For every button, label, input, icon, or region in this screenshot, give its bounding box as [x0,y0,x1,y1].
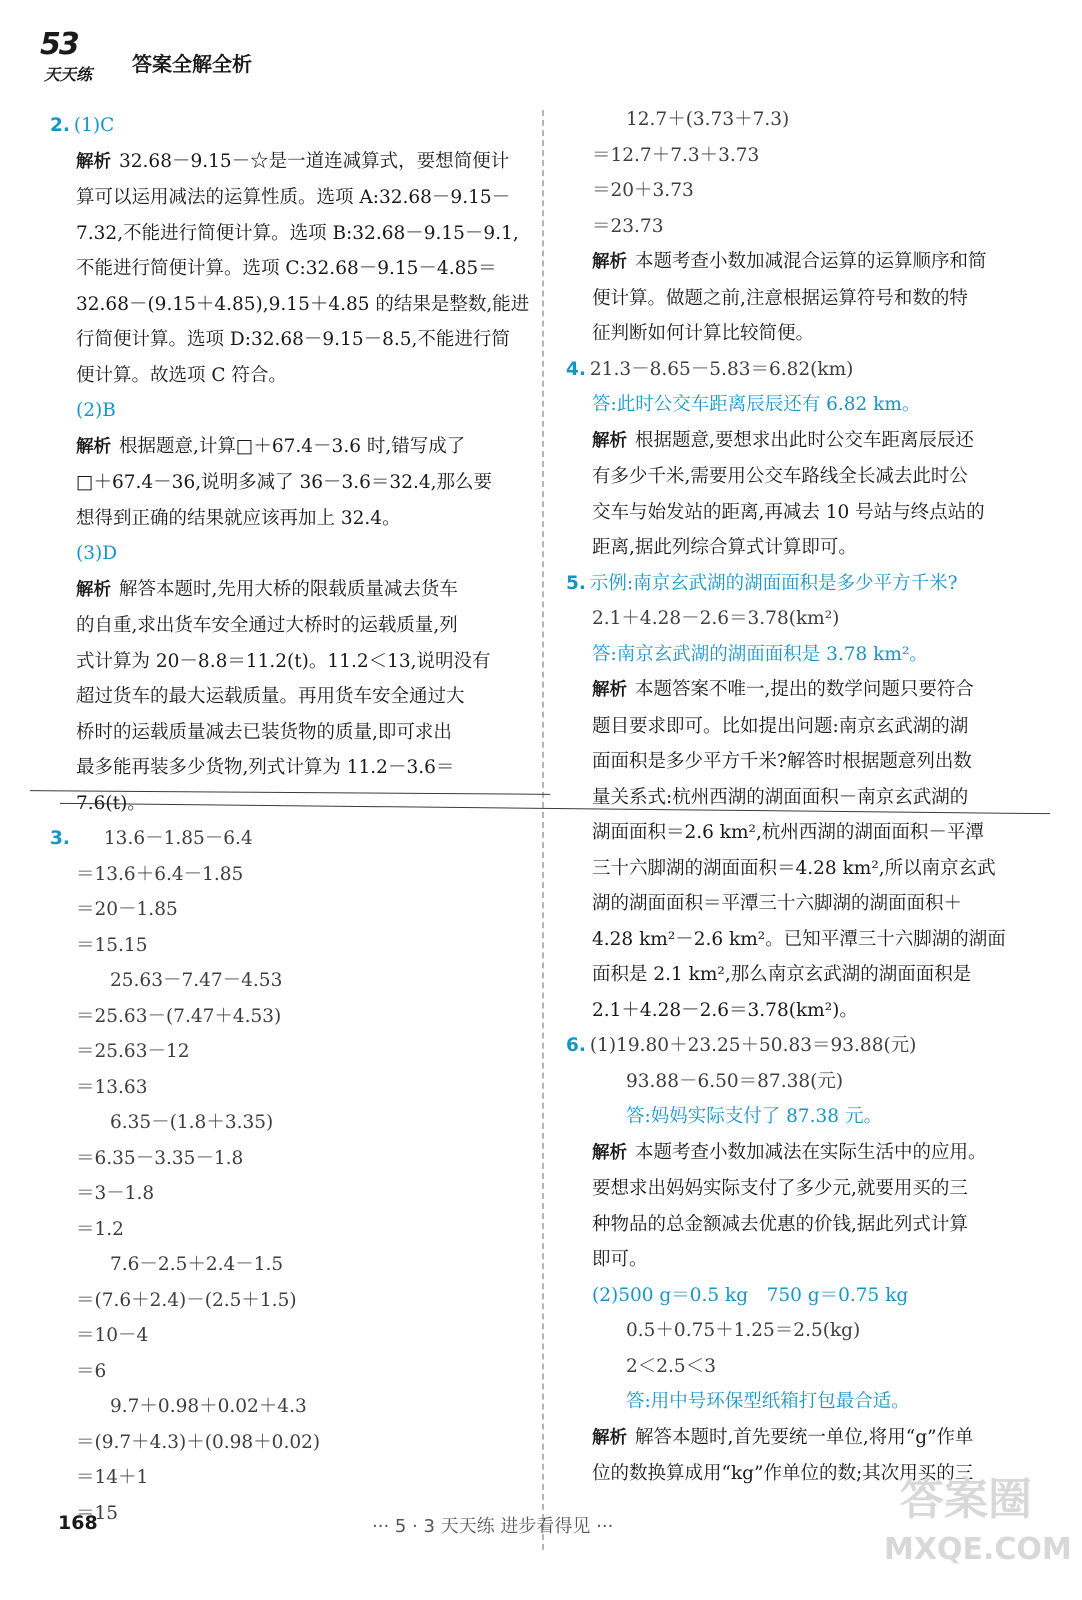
logo [40,27,110,84]
question-line [566,1028,1052,1064]
page-number: 168 [58,1512,98,1534]
analysis-line [566,244,1052,281]
question-number: 3. [50,828,70,849]
analysis-label: 解析 [592,430,627,451]
question-number: 4. [566,358,586,380]
text-line: 距离,据此列综合算式计算即可。 [592,537,857,558]
watermark-logo [884,1470,1072,1590]
expression-line: 2＜2.5＜3 [626,1355,716,1377]
text-line: 交车与始发站的距离,再减去 10 号站与终点站的 [592,501,985,523]
watermark-text: 答案圈 [900,1474,1032,1525]
analysis-text: 解答本题时,先用大桥的限载质量减去货车 [119,578,458,600]
question-number: 6. [566,1035,586,1056]
calc-line: ＝15.15 [76,934,148,956]
page-header [40,27,640,90]
text-line: 面面积是多少平方千米?解答时根据题意列出数 [592,751,972,772]
analysis-label: 解析 [76,579,111,600]
calc-line: ＝25.63－12 [76,1041,190,1062]
text-line: 种物品的总金额减去优惠的价钱,据此列式计算 [592,1213,968,1235]
calc-line: 2.1＋4.28－2.6＝3.78(km²) [592,608,840,629]
analysis-label: 解析 [76,151,111,172]
text-line: 三十六脚湖的湖面面积＝4.28 km²,所以南京玄武 [592,857,996,879]
calc-line: ＝(9.7＋4.3)＋(0.98＋0.02) [76,1431,321,1453]
answer-line: 答:妈妈实际支付了 87.38 元。 [626,1106,882,1127]
analysis-line [566,1135,1052,1172]
analysis-label: 解析 [592,252,627,272]
text-line: 32.68－(9.15＋4.85),9.15＋4.85 的结果是整数,能进 [76,293,530,315]
calc-line: ＝1.2 [76,1218,124,1240]
analysis-text: 解答本题时,首先要统一单位,将用“g”作单 [635,1426,974,1448]
analysis-line [50,572,530,609]
question-text: 示例:南京玄武湖的湖面面积是多少平方千米? [589,572,958,594]
text-line: 超过货车的最大运载质量。再用货车安全通过大 [76,686,465,707]
text-line: 量关系式:杭州西湖的湖面面积－南京玄武湖的 [592,786,969,808]
calc-line: ＝(7.6＋2.4)－(2.5＋1.5) [76,1289,297,1311]
expression-line: 7.6－2.5＋2.4－1.5 [110,1254,284,1275]
question-text: (1)C [73,115,115,136]
text-line: 题目要求即可。比如提出问题:南京玄武湖的湖 [592,715,969,737]
text-line: 便计算。做题之前,注意根据运算符号和数的特 [592,287,968,309]
analysis-label: 解析 [592,680,627,700]
question-text: 21.3－8.65－5.83＝6.82(km) [589,358,854,380]
analysis-line [566,1420,1052,1457]
text-line: 不能进行简便计算。选项 C:32.68－9.15－4.85＝ [76,258,497,279]
analysis-text: 根据题意,要想求出此时公交车距离辰辰还 [635,429,974,451]
question-number: 2. [50,115,70,136]
question-line [50,108,530,144]
calc-line: ＝14＋1 [76,1467,149,1488]
calc-line: ＝12.7＋7.3＋3.73 [592,144,760,166]
text-line: 算可以运用减法的运算性质。选项 A:32.68－9.15－ [76,187,511,208]
expression-line: 25.63－7.47－4.53 [110,970,283,991]
analysis-label: 解析 [76,436,111,457]
analysis-line [566,672,1052,709]
text-line: 2.1＋4.28－2.6＝3.78(km²)。 [592,999,858,1021]
text-line: 要想求出妈妈实际支付了多少元,就要用买的三 [592,1178,968,1199]
text-line: 7.32,不能进行简便计算。选项 B:32.68－9.15－9.1, [76,222,519,244]
analysis-line [566,423,1052,460]
watermark-url: MXQE.COM [884,1532,1072,1567]
question-line [566,566,1052,602]
header-title: 答案全解全析 [132,52,252,76]
calc-line: ＝3－1.8 [76,1183,155,1204]
calc-line: ＝6 [76,1360,107,1382]
question-line [50,821,530,857]
analysis-line [50,144,530,181]
sub-question-line: (2)B [76,400,116,421]
footer-slogan: ··· 5 · 3 天天练 进步看得见 ··· [372,1516,614,1537]
calc-line: ＝13.6＋6.4－1.85 [76,863,244,885]
text-line: 面积是 2.1 km²,那么南京玄武湖的湖面面积是 [592,964,972,985]
expression-line: 12.7＋(3.73＋7.3) [626,109,790,130]
calc-line: ＝15 [76,1502,119,1524]
logo-mark: 53 [40,27,78,62]
text-line: 湖面面积＝2.6 km²,杭州西湖的湖面面积－平潭 [592,822,984,843]
calc-line: ＝23.73 [592,215,664,237]
text-line: 便计算。故选项 C 符合。 [76,364,287,386]
text-line: 桥时的运载质量减去已装货物的质量,即可求出 [76,721,452,743]
text-line: 行简便计算。选项 D:32.68－9.15－8.5,不能进行简 [76,329,510,350]
text-line: 最多能再装多少货物,列式计算为 11.2－3.6＝ [76,757,455,778]
text-line: 湖的湖面面积＝平潭三十六脚湖的湖面面积＋ [592,893,963,914]
text-line: 7.6(t)。 [76,792,146,814]
text-line: 式计算为 20－8.8＝11.2(t)。11.2＜13,说明没有 [76,650,491,672]
text-line: 4.28 km²－2.6 km²。已知平潭三十六脚湖的湖面 [592,928,1006,950]
analysis-line [50,429,530,466]
calc-line: ＝20－1.85 [76,899,178,920]
expression-line: 93.88－6.50＝87.38(元) [626,1070,844,1092]
analysis-text: 本题答案不唯一,提出的数学问题只要符合 [635,679,974,700]
question-line [566,352,1052,388]
answer-line: 答:用中号环保型纸箱打包最合适。 [626,1391,910,1412]
expression-line: 6.35－(1.8＋3.35) [110,1112,274,1133]
question-text: 13.6－1.85－6.4 [103,828,253,849]
expression-line: 0.5＋0.75＋1.25＝2.5(kg) [626,1320,861,1341]
text-line: □＋67.4－36,说明多减了 36－3.6＝32.4,那么要 [76,472,493,493]
question-number: 5. [566,572,586,594]
text-line: 有多少千米,需要用公交车路线全长减去此时公 [592,466,968,487]
question-text: (1)19.80＋23.25＋50.83＝93.88(元) [589,1035,917,1056]
left-column [50,108,530,1531]
text-line: 位的数换算成用“kg”作单位的数;其次用买的三 [592,1463,974,1484]
answer-line: 答:南京玄武湖的湖面面积是 3.78 km²。 [592,643,928,665]
analysis-text: 根据题意,计算□＋67.4－3.6 时,错写成了 [119,435,466,457]
analysis-text: 本题考查小数加减法在实际生活中的应用。 [635,1141,987,1163]
answer-line: 答:此时公交车距离辰辰还有 6.82 km。 [592,394,921,415]
analysis-label: 解析 [592,1427,627,1448]
logo-subtitle: 天天练 [44,65,93,84]
text-line: 即可。 [592,1249,648,1270]
column-divider [542,110,544,1550]
text-line: 想得到正确的结果就应该再加上 32.4。 [76,507,401,529]
sub-question-line: (2)500 g＝0.5 kg 750 g＝0.75 kg [592,1284,909,1306]
analysis-text: 本题考查小数加减混合运算的运算顺序和简 [635,251,987,272]
calc-line: ＝25.63－(7.47＋4.53) [76,1005,282,1027]
calc-line: ＝20＋3.73 [592,180,694,201]
expression-line: 9.7＋0.98＋0.02＋4.3 [110,1396,307,1417]
sub-question-line: (3)D [76,543,118,564]
right-column [566,102,1052,1492]
calc-line: ＝10－4 [76,1325,149,1346]
analysis-text: 32.68－9.15－☆是一道连减算式，要想简便计 [119,150,510,172]
text-line: 的自重,求出货车安全通过大桥时的运载质量,列 [76,615,458,636]
text-line: 征判断如何计算比较简便。 [592,323,815,344]
calc-line: ＝6.35－3.35－1.8 [76,1147,244,1169]
calc-line: ＝13.63 [76,1076,148,1098]
analysis-label: 解析 [592,1142,627,1163]
